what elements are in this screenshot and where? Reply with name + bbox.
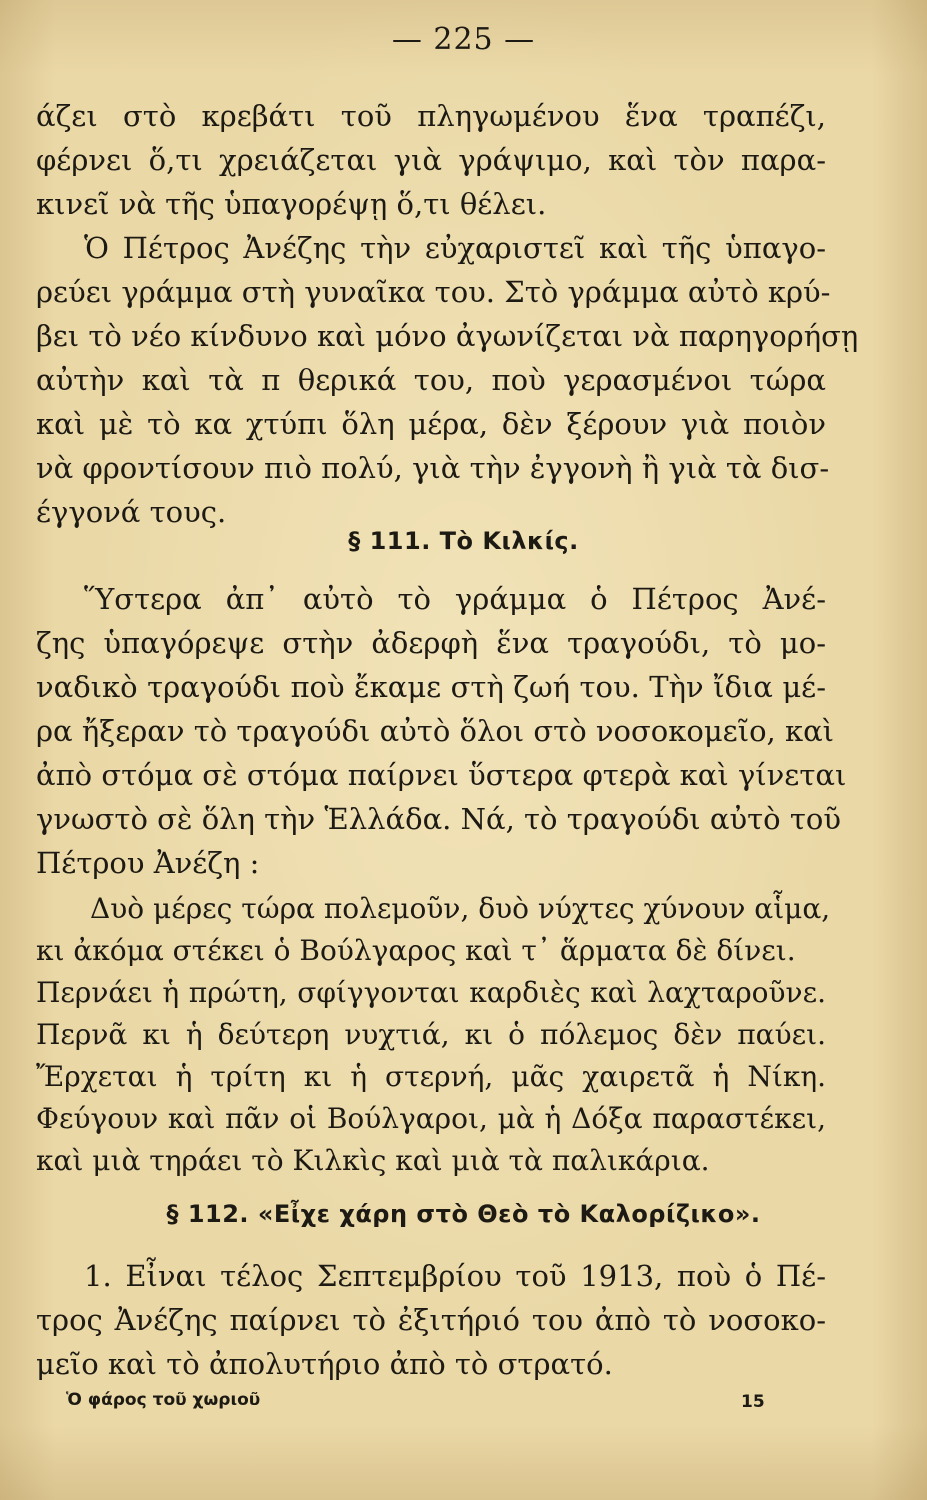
poem-line: Περνᾶ κι ἡ δεύτερη νυχτιά, κι ὁ πόλεμος δὲν παύει. (36, 1018, 826, 1051)
text-line: ναδικὸ τραγούδι ποὺ ἔκαμε στὴ ζωή του. Τὴν ἴδια μέ- (36, 670, 826, 704)
text-line: 1. Εἶναι τέλος Σεπτεμβρίου τοῦ 1913, ποὺ ὁ Πέ- (84, 1259, 826, 1293)
poem (36, 888, 831, 1182)
text-line: καὶ μὲ τὸ κα χτύπι ὅλη μέρα, δὲν ξέρουν γιὰ ποιὸν (36, 407, 826, 441)
paragraph-letter (36, 226, 859, 534)
text-line: ἀπὸ στόμα σὲ στόμα παίρνει ὕστερα φτερὰ καὶ γίνεται (36, 758, 847, 792)
section-heading-111: § 111. Τὸ Κιλκίς. (348, 527, 579, 555)
text-line: μεῖο καὶ τὸ ἀπολυτήριο ἀπὸ τὸ στρατό. (36, 1347, 613, 1381)
text-line: ρα ἤξεραν τὸ τραγούδι αὐτὸ ὅλοι στὸ νοσοκομεῖο, καὶ (36, 714, 835, 748)
paragraph-continuation (36, 94, 826, 226)
poem-line: Περνάει ἡ πρώτη, σφίγγονται καρδιὲς καὶ λαχταροῦνε. (36, 976, 826, 1009)
poem-line: Δυὸ μέρες τώρα πολεμοῦν, δυὸ νύχτες χύνουν αἷμα, (90, 892, 831, 925)
poem-line: Φεύγουν καὶ πᾶν οἱ Βούλγαροι, μὰ ἡ Δόξα παραστέκει, (36, 1102, 826, 1135)
text-line: ρεύει γράμμα στὴ γυναῖκα του. Στὸ γράμμα αὐτὸ κρύ- (36, 275, 831, 309)
text-line: φέρνει ὅ,τι χρειάζεται γιὰ γράψιμο, καὶ τὸν παρα- (36, 143, 826, 177)
paragraph-song-intro (36, 577, 847, 885)
page-number: — 225 — (391, 22, 536, 57)
text-line: αὐτὴν καὶ τὰ π θερικά του, ποὺ γερασμένοι τώρα (36, 363, 826, 397)
section-heading-112: § 112. «Εἶχε χάρη στὸ Θεὸ τὸ Καλορίζικο». (166, 1200, 761, 1228)
text-line: ζης ὑπαγόρεψε στὴν ἀδερφὴ ἕνα τραγούδι, τὸ μο- (36, 626, 826, 660)
poem-line: Ἔρχεται ἡ τρίτη κι ἡ στερνή, μᾶς χαιρετᾶ ἡ Νίκη. (36, 1060, 826, 1093)
poem-line: κι ἀκόμα στέκει ὁ Βούλγαρος καὶ τ᾽ ἅρματα δὲ δίνει. (36, 934, 796, 967)
text-line: τρος Ἀνέζης παίρνει τὸ ἐξιτήριό του ἀπὸ τὸ νοσοκο- (36, 1303, 826, 1337)
footer-signature-mark: 15 (741, 1392, 765, 1412)
text-line: Πέτρου Ἀνέζη : (36, 846, 260, 880)
poem-line: καὶ μιὰ τηράει τὸ Κιλκὶς καὶ μιὰ τὰ παλικάρια. (36, 1144, 710, 1177)
text-line: έγγονά τους. (36, 495, 227, 529)
text-line: βει τὸ νέο κίνδυνο καὶ μόνο ἀγωνίζεται νὰ παρηγορήσῃ (36, 319, 859, 353)
text-line: άζει στὸ κρεβάτι τοῦ πληγωμένου ἕνα τραπέζι, (36, 99, 826, 133)
text-line: γνωστὸ σὲ ὅλη τὴν Ἑλλάδα. Νά, τὸ τραγούδι αὐτὸ τοῦ (36, 802, 841, 836)
text-line: νὰ φροντίσουν πιὸ πολύ, γιὰ τὴν ἐγγονὴ ἢ γιὰ τὰ δισ- (36, 451, 830, 485)
text-line: Ὕστερα ἀπ᾽ αὐτὸ τὸ γράμμα ὁ Πέτρος Ἀνέ- (84, 582, 826, 616)
paragraph-discharge (36, 1254, 826, 1386)
footer-book-title: Ὁ φάρος τοῦ χωριοῦ (66, 1390, 261, 1410)
text-line: Ὁ Πέτρος Ἀνέζης τὴν εὐχαριστεῖ καὶ τῆς ὑπαγο- (84, 231, 826, 265)
text-line: κινεῖ νὰ τῆς ὑπαγορέψῃ ὅ,τι θέλει. (36, 187, 547, 221)
